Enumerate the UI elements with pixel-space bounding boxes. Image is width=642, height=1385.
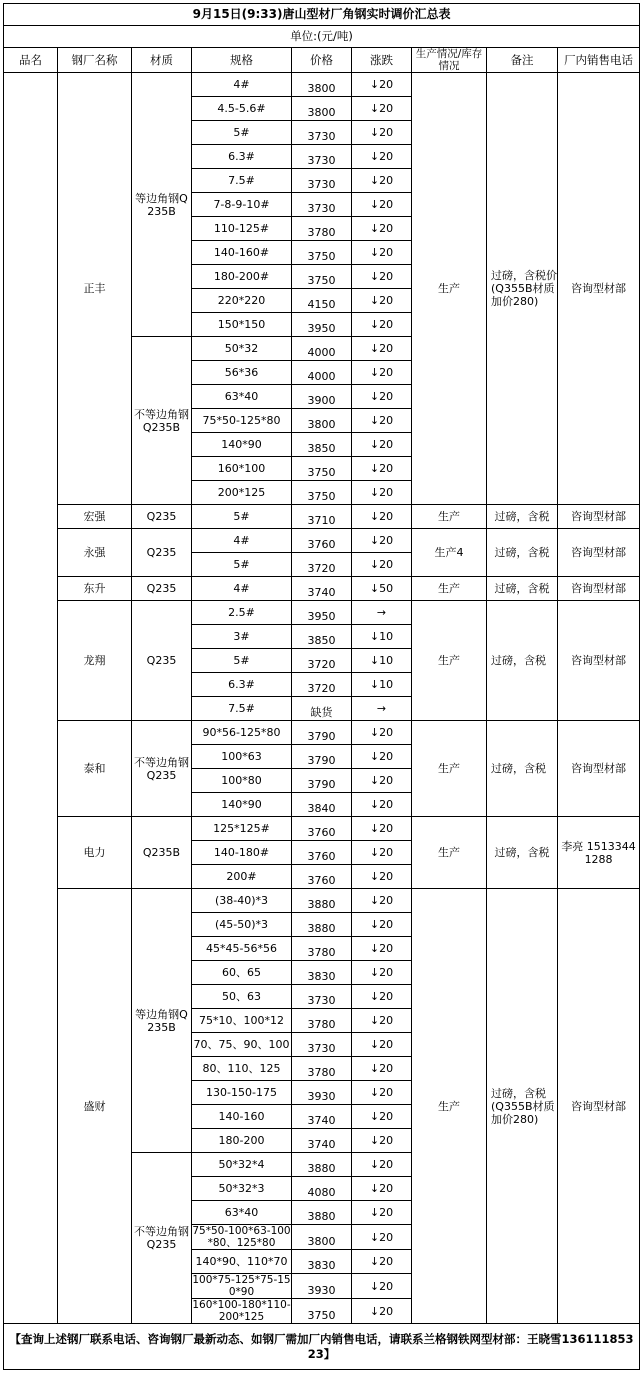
price-cell: 3880 xyxy=(292,913,352,937)
change-cell: ↓20 xyxy=(352,73,412,97)
price-cell: 3880 xyxy=(292,889,352,913)
change-cell: ↓20 xyxy=(352,1057,412,1081)
change-cell: ↓20 xyxy=(352,1299,412,1324)
spec-cell: 90*56-125*80 xyxy=(192,721,292,745)
header-spec: 规格 xyxy=(192,48,292,73)
spec-cell: 50*32*3 xyxy=(192,1177,292,1201)
production-status: 生产 xyxy=(412,601,487,721)
price-cell: 3790 xyxy=(292,769,352,793)
change-cell: ↓20 xyxy=(352,1129,412,1153)
price-cell: 3780 xyxy=(292,1009,352,1033)
spec-cell: 150*150 xyxy=(192,313,292,337)
price-cell: 3840 xyxy=(292,793,352,817)
spec-cell: 4# xyxy=(192,73,292,97)
price-cell: 3950 xyxy=(292,313,352,337)
table-row xyxy=(4,721,640,745)
price-cell: 3760 xyxy=(292,865,352,889)
material-cell: 不等边角钢Q235 xyxy=(132,721,192,817)
mill-name: 宏强 xyxy=(58,505,132,529)
production-status: 生产 xyxy=(412,721,487,817)
change-cell: ↓20 xyxy=(352,433,412,457)
price-cell: 3830 xyxy=(292,961,352,985)
header-row xyxy=(4,48,640,73)
product-cell xyxy=(4,73,58,1324)
contact-cell: 咨询型材部 xyxy=(558,721,640,817)
spec-cell: 140-180# xyxy=(192,841,292,865)
table-row xyxy=(4,577,640,601)
table-row xyxy=(4,817,640,841)
header-price: 价格 xyxy=(292,48,352,73)
change-cell: ↓20 xyxy=(352,193,412,217)
contact-cell: 咨询型材部 xyxy=(558,889,640,1324)
change-cell: ↓20 xyxy=(352,1081,412,1105)
price-cell: 3760 xyxy=(292,817,352,841)
price-cell: 3790 xyxy=(292,721,352,745)
change-cell: ↓20 xyxy=(352,97,412,121)
table-title: 9月15日(9:33)唐山型材厂角钢实时调价汇总表 xyxy=(4,4,640,26)
table-row xyxy=(4,889,640,913)
change-cell: ↓20 xyxy=(352,145,412,169)
spec-cell: 160*100 xyxy=(192,457,292,481)
price-cell: 3780 xyxy=(292,217,352,241)
mill-name: 泰和 xyxy=(58,721,132,817)
material-cell: Q235 xyxy=(132,505,192,529)
mill-name: 永强 xyxy=(58,529,132,577)
price-cell: 3730 xyxy=(292,985,352,1009)
price-cell: 3740 xyxy=(292,1105,352,1129)
change-cell: ↓20 xyxy=(352,457,412,481)
price-cell: 3880 xyxy=(292,1201,352,1225)
change-cell: ↓20 xyxy=(352,985,412,1009)
header-mill: 钢厂名称 xyxy=(58,48,132,73)
mill-name: 正丰 xyxy=(58,73,132,505)
spec-cell: 2.5# xyxy=(192,601,292,625)
spec-cell: 125*125# xyxy=(192,817,292,841)
price-cell: 3850 xyxy=(292,433,352,457)
price-cell: 3720 xyxy=(292,553,352,577)
note-cell: 过磅，含税价(Q355B材质加价280) xyxy=(487,73,558,505)
header-material: 材质 xyxy=(132,48,192,73)
spec-cell: 4# xyxy=(192,529,292,553)
price-cell: 3800 xyxy=(292,97,352,121)
spec-cell: 80、110、125 xyxy=(192,1057,292,1081)
material-cell: 等边角钢Q235B xyxy=(132,73,192,337)
note-cell: 过磅，含税 xyxy=(487,505,558,529)
spec-cell: 100*75-125*75-150*90 xyxy=(192,1274,291,1298)
change-cell: ↓20 xyxy=(352,385,412,409)
change-cell: ↓20 xyxy=(352,1105,412,1129)
unit-label: 单位:(元/吨) xyxy=(4,26,640,48)
price-cell: 3710 xyxy=(292,505,352,529)
change-cell: ↓20 xyxy=(352,409,412,433)
change-cell: ↓20 xyxy=(352,505,412,529)
change-cell: ↓20 xyxy=(352,1153,412,1177)
change-cell: ↓20 xyxy=(352,1201,412,1225)
spec-cell: 100*80 xyxy=(192,769,292,793)
spec-cell: 100*63 xyxy=(192,745,292,769)
change-cell: ↓20 xyxy=(352,217,412,241)
price-cell: 3730 xyxy=(292,193,352,217)
production-status: 生产 xyxy=(412,889,487,1324)
spec-cell: 110-125# xyxy=(192,217,292,241)
spec-cell: 200*125 xyxy=(192,481,292,505)
spec-cell: 180-200 xyxy=(192,1129,292,1153)
spec-cell: 200# xyxy=(192,865,292,889)
price-cell: 3750 xyxy=(292,265,352,289)
spec-cell: 50*32 xyxy=(192,337,292,361)
price-table xyxy=(3,3,640,1370)
contact-cell: 咨询型材部 xyxy=(558,529,640,577)
change-cell: ↓10 xyxy=(352,673,412,697)
note-cell: 过磅，含税 xyxy=(487,529,558,577)
price-cell: 3780 xyxy=(292,1057,352,1081)
table-row xyxy=(4,73,640,97)
change-cell: ↓20 xyxy=(352,241,412,265)
price-cell: 4000 xyxy=(292,361,352,385)
change-cell: ↓20 xyxy=(352,313,412,337)
price-cell: 3730 xyxy=(292,121,352,145)
change-cell: ↓20 xyxy=(352,1033,412,1057)
header-phone: 厂内销售电话 xyxy=(558,48,640,73)
price-cell: 3880 xyxy=(292,1153,352,1177)
production-status: 生产4 xyxy=(412,529,487,577)
production-status: 生产 xyxy=(412,817,487,889)
spec-cell: 7.5# xyxy=(192,697,292,721)
footer-contact-note: 【查询上述钢厂联系电话、咨询钢厂最新动态、如钢厂需加厂内销售电话，请联系兰格钢铁网型材部：王晓雪13611185323】 xyxy=(4,1324,640,1370)
change-cell: ↓20 xyxy=(352,913,412,937)
price-cell: 3800 xyxy=(292,73,352,97)
change-cell: ↓20 xyxy=(352,265,412,289)
change-cell: ↓10 xyxy=(352,625,412,649)
price-cell: 3740 xyxy=(292,577,352,601)
production-status: 生产 xyxy=(412,505,487,529)
change-cell: ↓20 xyxy=(352,793,412,817)
header-change: 涨跌 xyxy=(352,48,412,73)
change-cell: ↓20 xyxy=(352,937,412,961)
price-cell: 4000 xyxy=(292,337,352,361)
price-cell: 3760 xyxy=(292,529,352,553)
mill-name: 电力 xyxy=(58,817,132,889)
spec-cell: 140*90 xyxy=(192,433,292,457)
price-cell: 3850 xyxy=(292,625,352,649)
price-cell: 3750 xyxy=(292,457,352,481)
change-cell: ↓20 xyxy=(352,121,412,145)
price-cell: 3800 xyxy=(292,1225,352,1250)
change-cell: ↓20 xyxy=(352,289,412,313)
spec-cell: 160*100-180*110-200*125 xyxy=(192,1299,291,1323)
spec-cell: 63*40 xyxy=(192,385,292,409)
note-cell: 过磅，含税(Q355B材质加价280) xyxy=(487,889,558,1324)
header-product: 品名 xyxy=(4,48,58,73)
spec-cell: 130-150-175 xyxy=(192,1081,292,1105)
price-cell: 3730 xyxy=(292,169,352,193)
change-cell: ↓20 xyxy=(352,337,412,361)
spec-cell: 63*40 xyxy=(192,1201,292,1225)
change-cell: ↓20 xyxy=(352,1009,412,1033)
note-cell: 过磅，含税 xyxy=(487,601,558,721)
price-cell: 3760 xyxy=(292,841,352,865)
change-cell: ↓20 xyxy=(352,889,412,913)
price-cell: 3720 xyxy=(292,649,352,673)
spec-cell: 220*220 xyxy=(192,289,292,313)
note-cell: 过磅，含税 xyxy=(487,577,558,601)
spec-cell: 4# xyxy=(192,577,292,601)
material-cell: 不等边角钢Q235B xyxy=(132,337,192,505)
price-cell: 3740 xyxy=(292,1129,352,1153)
change-cell: ↓10 xyxy=(352,649,412,673)
spec-cell: 3# xyxy=(192,625,292,649)
note-cell: 过磅，含税 xyxy=(487,721,558,817)
material-cell: 等边角钢Q235B xyxy=(132,889,192,1153)
price-cell: 3720 xyxy=(292,673,352,697)
header-note: 备注 xyxy=(487,48,558,73)
change-cell: ↓20 xyxy=(352,529,412,553)
mill-name: 龙翔 xyxy=(58,601,132,721)
change-cell: ↓20 xyxy=(352,817,412,841)
change-cell: ↓20 xyxy=(352,1177,412,1201)
contact-cell: 咨询型材部 xyxy=(558,73,640,505)
note-cell: 过磅，含税 xyxy=(487,817,558,889)
contact-cell: 咨询型材部 xyxy=(558,601,640,721)
spec-cell: 75*10、100*12 xyxy=(192,1009,292,1033)
material-cell: Q235B xyxy=(132,817,192,889)
spec-cell: 140-160 xyxy=(192,1105,292,1129)
header-production: 生产情况/库存情况 xyxy=(412,48,487,73)
change-cell: ↓20 xyxy=(352,553,412,577)
production-status: 生产 xyxy=(412,73,487,505)
price-cell: 3750 xyxy=(292,1299,352,1324)
contact-cell: 咨询型材部 xyxy=(558,577,640,601)
spec-cell: 75*50-125*80 xyxy=(192,409,292,433)
price-cell: 3830 xyxy=(292,1250,352,1274)
table-row xyxy=(4,601,640,625)
spec-cell: 5# xyxy=(192,649,292,673)
spec-cell: 50、63 xyxy=(192,985,292,1009)
contact-cell: 李亮 15133441288 xyxy=(558,817,640,889)
price-cell: 3790 xyxy=(292,745,352,769)
spec-cell: 180-200# xyxy=(192,265,292,289)
spec-cell: 75*50-100*63-100*80、125*80 xyxy=(192,1225,291,1249)
spec-cell: 7.5# xyxy=(192,169,292,193)
spec-cell: 5# xyxy=(192,553,292,577)
change-cell: → xyxy=(352,697,412,721)
spec-cell: 140*90 xyxy=(192,793,292,817)
price-cell: 3900 xyxy=(292,385,352,409)
material-cell: Q235 xyxy=(132,577,192,601)
spec-cell: 60、65 xyxy=(192,961,292,985)
change-cell: ↓20 xyxy=(352,1274,412,1299)
price-cell: 4080 xyxy=(292,1177,352,1201)
price-cell: 3930 xyxy=(292,1081,352,1105)
change-cell: ↓20 xyxy=(352,745,412,769)
change-cell: ↓20 xyxy=(352,481,412,505)
change-cell: ↓20 xyxy=(352,841,412,865)
spec-cell: 5# xyxy=(192,121,292,145)
material-cell: Q235 xyxy=(132,601,192,721)
table-row xyxy=(4,505,640,529)
price-cell: 3730 xyxy=(292,145,352,169)
spec-cell: 6.3# xyxy=(192,673,292,697)
change-cell: ↓20 xyxy=(352,169,412,193)
mill-name: 东升 xyxy=(58,577,132,601)
price-cell: 3750 xyxy=(292,241,352,265)
change-cell: ↓20 xyxy=(352,1225,412,1250)
spec-cell: 70、75、90、100 xyxy=(192,1033,292,1057)
price-cell: 3780 xyxy=(292,937,352,961)
mill-name: 盛财 xyxy=(58,889,132,1324)
change-cell: ↓20 xyxy=(352,961,412,985)
change-cell: ↓20 xyxy=(352,361,412,385)
spec-cell: 6.3# xyxy=(192,145,292,169)
price-cell: 缺货 xyxy=(292,697,352,721)
price-cell: 3730 xyxy=(292,1033,352,1057)
change-cell: ↓20 xyxy=(352,721,412,745)
spec-cell: (45-50)*3 xyxy=(192,913,292,937)
change-cell: ↓20 xyxy=(352,1250,412,1274)
price-cell: 3750 xyxy=(292,481,352,505)
change-cell: ↓50 xyxy=(352,577,412,601)
table-row xyxy=(4,529,640,553)
spec-cell: 140-160# xyxy=(192,241,292,265)
spec-cell: 45*45-56*56 xyxy=(192,937,292,961)
spec-cell: 50*32*4 xyxy=(192,1153,292,1177)
contact-cell: 咨询型材部 xyxy=(558,505,640,529)
spec-cell: 7-8-9-10# xyxy=(192,193,292,217)
spec-cell: 5# xyxy=(192,505,292,529)
change-cell: → xyxy=(352,601,412,625)
spec-cell: (38-40)*3 xyxy=(192,889,292,913)
material-cell: 不等边角钢Q235 xyxy=(132,1153,192,1324)
change-cell: ↓20 xyxy=(352,865,412,889)
material-cell: Q235 xyxy=(132,529,192,577)
price-cell: 4150 xyxy=(292,289,352,313)
spec-cell: 4.5-5.6# xyxy=(192,97,292,121)
spec-cell: 140*90、110*70 xyxy=(192,1250,292,1274)
price-cell: 3800 xyxy=(292,409,352,433)
spec-cell: 56*36 xyxy=(192,361,292,385)
production-status: 生产 xyxy=(412,577,487,601)
change-cell: ↓20 xyxy=(352,769,412,793)
price-cell: 3930 xyxy=(292,1274,352,1299)
price-cell: 3950 xyxy=(292,601,352,625)
